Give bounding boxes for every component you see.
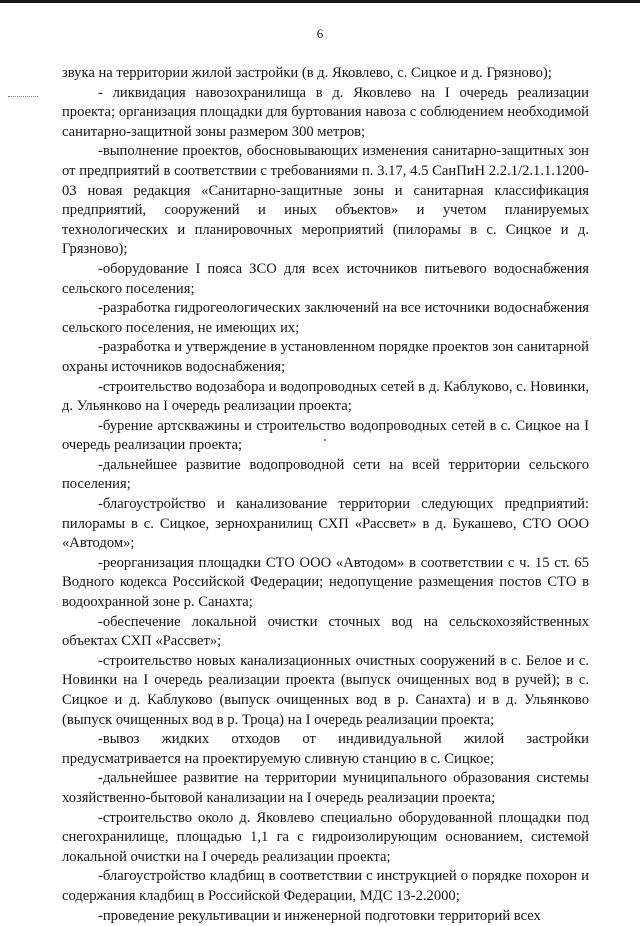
paragraph-artesian-well: -бурение артскважины и строительство водопроводных сетей в с. Сицкое на I очередь реализации проекта; — [62, 417, 589, 454]
paragraph-recultivation: -проведение рекультивации и инженерной подготовки территорий всех — [98, 907, 541, 924]
paragraph-water-intake: -строительство водозабора и водопроводных сетей в д. Каблуково, с. Новинки, д. Ульянково на I очередь реализации проекта; — [62, 378, 589, 415]
page-number: 6 — [316, 26, 324, 41]
paragraph-cemeteries: -благоустройство кладбищ в соответствии с инструкцией о порядке похорон и содержания кладбищ в Российской Федерации, МДС 13-2.2000; — [62, 868, 589, 904]
paragraph-local-treatment: -обеспечение локальной очистки сточных вод на сельскохозяйственных объектах СХП «Рассвет»; — [62, 613, 589, 650]
top-border-rule — [0, 0, 640, 3]
paragraph-sewer-system: -дальнейшее развитие на территории муниципального образования системы хозяйственно-бытовой канализации на I очередь реализации проекта; — [62, 770, 589, 806]
paragraph-sanitary-zones: -выполнение проектов, обосновывающих изменения санитарно-защитных зон от предприятий в соответствии с требованиями п. 3.17, 4.5 СанПиН 2.2.1/2.1.1.1200-03 новая редакция «Санитарно-защитные зоны и санитарная классификация предприятий, сооружений и иных объектов» и учетом планируемых технологических и планировочных мероприятий (пилорамы в с. Сицкое и д. Грязново); — [62, 143, 589, 258]
paragraph-water-network: -дальнейшее развитие водопроводной сети на всей территории сельского поселения; — [62, 456, 589, 493]
paragraph-treatment-plants: -строительство новых канализационных очистных сооружений в с. Белое и с. Новинки на I очередь реализации проекта (выпуск очищенных вод в ручей); в с. Сицкое и д. Каблуково (выпуск очищенных вод в р. Санахта) и в д. Ульянково (выпуск очищенных вод в р. Троца) на I очередь реализации проекта; — [62, 652, 589, 728]
paragraph-enterprise-sewerage: -благоустройство и канализование территории следующих предприятий: пилорамы в с. Сицкое, зернохранилищ СХП «Рассвет» в д. Букашево, СТО ООО «Автодом»; — [62, 496, 589, 552]
paragraph-protection-zones: -разработка и утверждение в установленном порядке проектов зон санитарной охраны источников водоснабжения; — [62, 339, 589, 375]
document-body — [62, 64, 589, 926]
paragraph-snow-storage: -строительство около д. Яковлево специально оборудованной площадки под снегохранилище, площадью 1,1 га с гидроизолирующим основанием, системой локальной очистки на I очередь реализации проекта; — [62, 809, 589, 865]
paragraph-hydrogeology: -разработка гидрогеологических заключений на все источники водоснабжения сельского поселения, не имеющих их; — [62, 300, 589, 336]
paragraph-continuation: звука на территории жилой застройки (в д. Яковлево, с. Сицкое и д. Грязново); — [62, 65, 552, 81]
paragraph-liquid-waste: -вывоз жидких отходов от индивидуальной жилой застройки предусматривается на проектируемую сливную станцию в с. Сицкое; — [62, 731, 589, 767]
paragraph-zso-belt: -оборудование I пояса ЗСО для всех источников питьевого водоснабжения сельского поселения; — [62, 260, 589, 297]
paragraph-sto-reorganization: -реорганизация площадки СТО ООО «Автодом» в соответствии с ч. 15 ст. 65 Водного кодекса Российской Федерации; недопущение размещения постов СТО в водоохранной зоне р. Санахта; — [62, 554, 589, 611]
paragraph-manure-storage: - ликвидация навозохранилища в д. Яковлево на I очередь реализации проекта; организация площадки для буртования навоза с соблюдением необходимой санитарно-защитной зоны размером 300 метров; — [62, 84, 589, 140]
margin-scan-mark — [8, 96, 38, 97]
